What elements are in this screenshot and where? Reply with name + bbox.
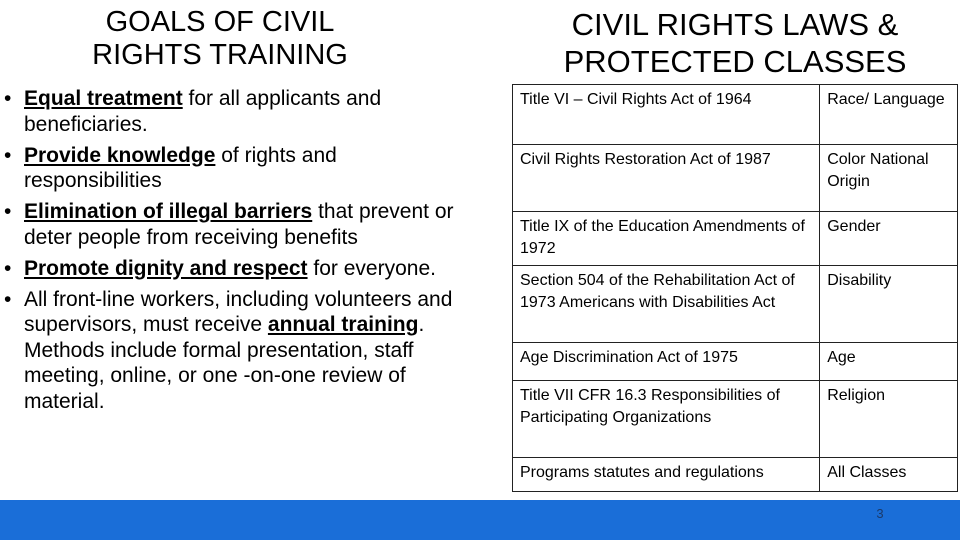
laws-title-line1: CIVIL RIGHTS LAWS & bbox=[571, 7, 899, 42]
class-cell: Religion bbox=[820, 381, 958, 458]
table-row bbox=[513, 212, 958, 266]
list-item bbox=[24, 199, 476, 250]
list-item bbox=[24, 256, 476, 282]
class-cell: Race/ Language bbox=[820, 85, 958, 145]
table-row bbox=[513, 381, 958, 458]
table-row bbox=[513, 85, 958, 145]
law-cell: Section 504 of the Rehabilitation Act of 1973 Americans with Disabilities Act bbox=[513, 266, 820, 343]
bullet-text: All front-line workers, including volunteers and supervisors, must receive bbox=[24, 287, 453, 336]
bullet-text: . Methods include formal presentation, staff meeting, online, or one -on-one review of material. bbox=[24, 313, 425, 413]
list-item bbox=[24, 287, 476, 415]
goals-title bbox=[20, 6, 420, 72]
bullet-text: for all applicants and beneficiaries. bbox=[24, 87, 382, 136]
law-cell: Civil Rights Restoration Act of 1987 bbox=[513, 145, 820, 212]
class-cell: Disability bbox=[820, 266, 958, 343]
bullet-text: that prevent or deter people from receiving benefits bbox=[24, 200, 454, 249]
list-item bbox=[24, 86, 476, 137]
law-cell: Programs statutes and regulations bbox=[513, 458, 820, 492]
class-cell: Gender bbox=[820, 212, 958, 266]
list-item bbox=[24, 143, 476, 194]
bullet-text: for everyone. bbox=[307, 256, 436, 280]
footer-bar bbox=[0, 500, 960, 540]
goals-list bbox=[24, 86, 476, 420]
goals-title-line2: RIGHTS TRAINING bbox=[92, 39, 348, 71]
bullet-key-phrase: Promote dignity and respect bbox=[24, 256, 308, 280]
bullet-key-phrase: annual training bbox=[267, 313, 419, 336]
bullet-key-phrase: Equal treatment bbox=[24, 87, 183, 110]
bullet-text: of rights and responsibilities bbox=[24, 143, 337, 192]
table-row bbox=[513, 145, 958, 212]
laws-title bbox=[505, 6, 960, 80]
law-cell: Age Discrimination Act of 1975 bbox=[513, 343, 820, 381]
laws-table bbox=[512, 84, 958, 492]
table-row bbox=[513, 343, 958, 381]
class-cell: Color National Origin bbox=[820, 145, 958, 212]
laws-title-line2: PROTECTED CLASSES bbox=[563, 44, 907, 79]
table-row bbox=[513, 266, 958, 343]
law-cell: Title VII CFR 16.3 Responsibilities of Participating Organizations bbox=[513, 381, 820, 458]
law-cell: Title VI – Civil Rights Act of 1964 bbox=[513, 85, 820, 145]
class-cell: Age bbox=[820, 343, 958, 381]
law-cell: Title IX of the Education Amendments of 1972 bbox=[513, 212, 820, 266]
class-cell: All Classes bbox=[820, 458, 958, 492]
goals-title-line1: GOALS OF CIVIL bbox=[105, 6, 335, 38]
bullet-key-phrase: Provide knowledge bbox=[24, 143, 216, 167]
page-number: 3 bbox=[876, 506, 884, 521]
table-row bbox=[513, 458, 958, 492]
bullet-key-phrase: Elimination of illegal barriers bbox=[24, 200, 313, 223]
